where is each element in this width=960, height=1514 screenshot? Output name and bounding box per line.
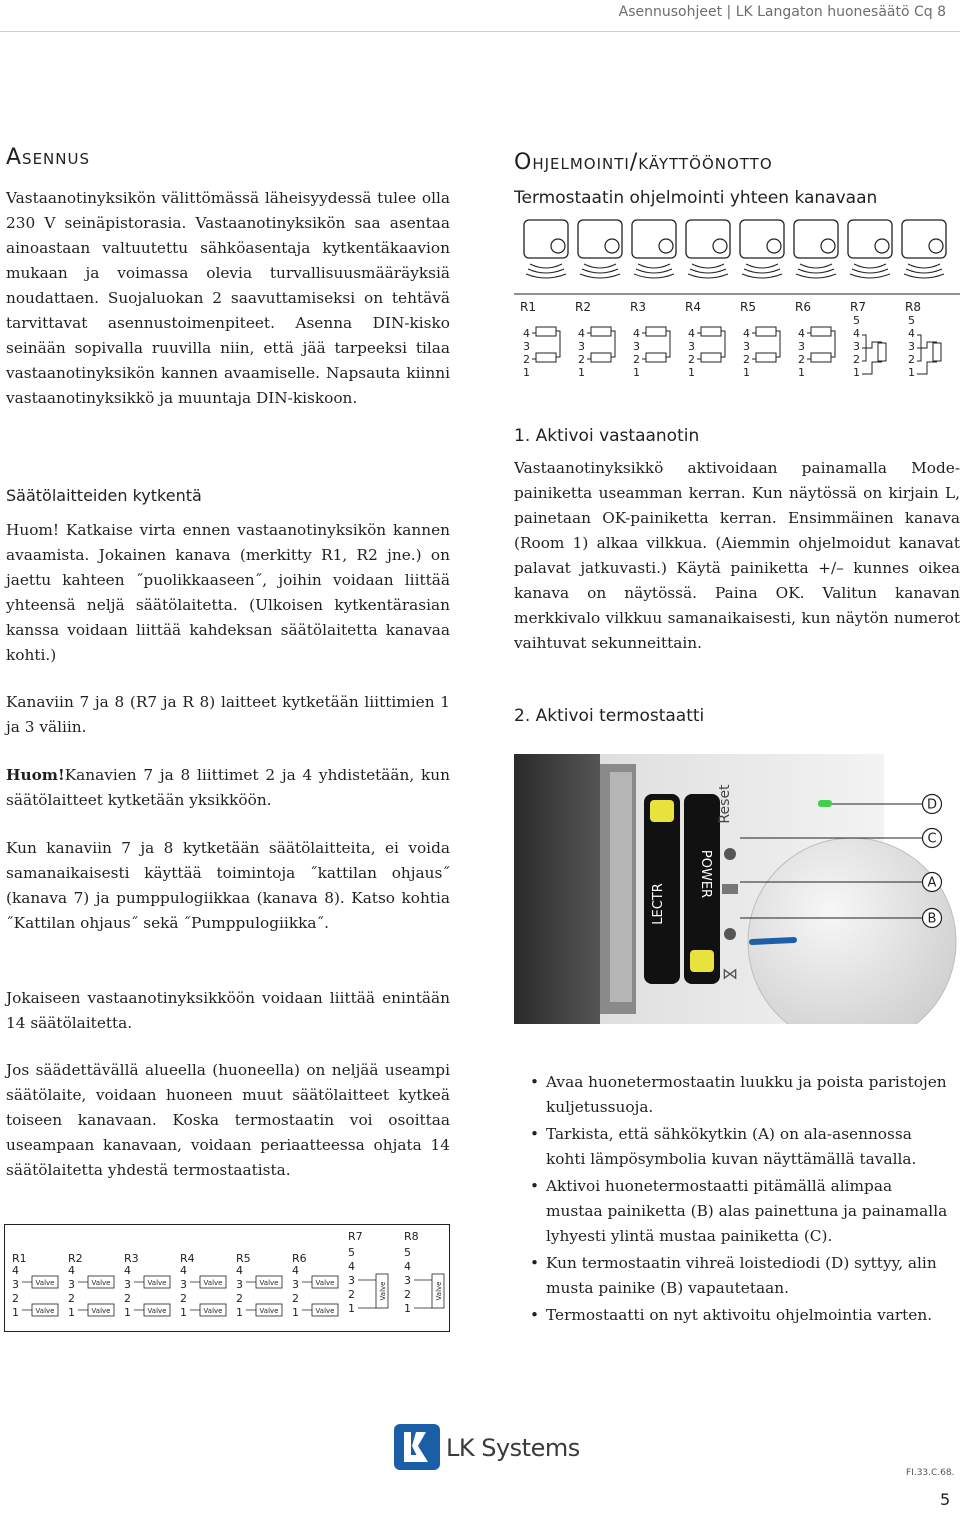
valve-channel [124,1252,170,1319]
valve-channel [404,1230,444,1315]
lk-logo-mark [394,1424,440,1470]
thermostat-connection [756,327,776,336]
valve-label: Valve [259,1307,279,1315]
channel-label: R4 [180,1252,195,1265]
channel-label: R4 [685,300,701,314]
valve-box [376,1274,388,1308]
valve-label: Valve [35,1307,55,1315]
channel-label: R8 [905,300,921,314]
valve-label: Valve [91,1279,111,1287]
terminal-label: 2 [743,353,750,366]
terminal-label: 4 [853,327,860,340]
terminal-label: 3 [688,340,695,353]
terminal-label: 2 [236,1292,243,1305]
thermostat-connection [933,343,941,361]
terminal-label: 5 [853,314,860,327]
valve-box [32,1304,58,1316]
valve-box [88,1276,114,1288]
thermostat-icon [632,220,676,278]
wiring-paragraph-6: Jos säädettävällä alueella (huoneella) on neljää useampi säätölaite, voidaan huoneen muut säätölaitteet kytkeä toiseen kanavaan. Koska termostaatin voi osoittaa useampaan kanavaan, voidaan periaatteessa ohjata 14 säätölaitetta yhdestä termostaatista. [6,1061,450,1179]
valve-label: Valve [147,1279,167,1287]
thermostat-icon [740,220,784,278]
terminal-label: 3 [180,1278,187,1291]
button-c [724,848,736,860]
thermostat-photo [514,754,960,1024]
subheading-programming: Termostaatin ohjelmointi yhteen kanavaan [514,188,878,208]
terminal-label: 1 [798,366,805,379]
channel-block [850,300,886,379]
brand-name: LK Systems [446,1434,580,1462]
terminal-label: 2 [688,353,695,366]
note-bold: Huom! [6,766,65,784]
terminal-label: 1 [404,1302,411,1315]
valve-box [200,1304,226,1316]
terminal-label: 4 [523,327,530,340]
terminal-label: 4 [180,1264,187,1277]
step1-paragraph: Vastaanotinyksikkö aktivoidaan painamalla Mode-painiketta useamman kerran. Kun näytössä on kirjain L, painetaan OK-painiketta kerran. Ensimmäinen kanava (Room 1) alkaa vilkkua. (Aiemmin ohjelmoidut kanavat palavat jatkuvasti.) Käytä painiketta +/– kunnes oikea kanava on näytössä. Paina OK. Valitun kanavan merkkivalo vilkkuu samanaikaisesti, kun näytön numerot vaihtuvat sekunneittain. [514,459,960,652]
valve-label: Valve [35,1279,55,1287]
terminal-label: 4 [12,1264,19,1277]
wiring-paragraph-2: Kanaviin 7 ja 8 (R7 ja R 8) laitteet kytketään liittimien 1 ja 3 väliin. [6,693,450,736]
valve-channel [236,1252,282,1319]
figure-code: FI.33.C.68. [906,1468,955,1478]
terminal-label: 3 [853,340,860,353]
channel-label: R5 [740,300,756,314]
subheading-wiring: Säätölaitteiden kytkentä [6,486,202,505]
battery-text: LECTR [651,883,666,925]
valve-label: Valve [379,1281,387,1301]
terminal-label: 1 [633,366,640,379]
page-number: 5 [940,1490,951,1509]
terminal-label: 2 [292,1292,299,1305]
thermostat-connection [646,327,666,336]
valve-box [32,1276,58,1288]
valve-box [144,1304,170,1316]
terminal-label: 1 [523,366,530,379]
thermostat-connection [701,353,721,362]
channel-label: R7 [348,1230,363,1243]
valve-box [200,1276,226,1288]
thermostat-connection [811,353,831,362]
thermostat-icon [848,220,892,278]
terminal-label: 1 [348,1302,355,1315]
list-item: • Avaa huonetermostaatin luukku ja poista paristojen kuljetussuoja. [528,1070,948,1120]
section-heading-programming: Ohjelmointi/käyttöönotto [514,150,773,175]
terminal-label: 5 [404,1246,411,1259]
channel-label: R3 [630,300,646,314]
terminal-label: 4 [688,327,695,340]
terminal-label: 2 [404,1288,411,1301]
valve-box [256,1304,282,1316]
channel-label: R2 [575,300,591,314]
list-item: • Aktivoi huonetermostaatti pitämällä alimpaa mustaa painiketta (B) alas painettuna ja painamalla lyhyesti ylintä mustaa painiketta (C). [528,1174,948,1249]
wiring-paragraph-5: Jokaiseen vastaanotinyksikköön voidaan liittää enintään 14 säätölaitetta. [6,989,450,1032]
valve-box [144,1276,170,1288]
list-item: • Termostaatti on nyt aktivoitu ohjelmointia varten. [528,1303,948,1328]
thermostat-icon [524,220,568,278]
dial-indicator [752,940,794,942]
terminal-label: 4 [236,1264,243,1277]
terminal-label: 4 [798,327,805,340]
thermostat-connection [878,343,886,361]
terminal-label: 1 [292,1306,299,1319]
terminal-label: 3 [124,1278,131,1291]
channel-block [685,300,725,379]
channel-block [575,300,615,379]
battery-text: POWER [698,849,713,899]
terminal-label: 4 [124,1264,131,1277]
wiring-diagram-valves [4,1224,450,1332]
valve-label: Valve [435,1281,443,1301]
thermostat-connection [591,327,611,336]
channel-label: R6 [795,300,811,314]
valve-channel [292,1252,338,1319]
battery-right [684,794,720,984]
terminal-label: 1 [236,1306,243,1319]
valve-label: Valve [203,1279,223,1287]
terminal-label: 2 [523,353,530,366]
valve-channel [348,1230,388,1315]
terminal-label: 4 [348,1260,355,1273]
terminal-label: 3 [236,1278,243,1291]
valve-box [256,1276,282,1288]
terminal-label: 4 [578,327,585,340]
terminal-label: 3 [523,340,530,353]
terminal-label: 4 [908,327,915,340]
list-item: • Kun termostaatin vihreä loistediodi (D) syttyy, alin musta painike (B) vapautetaan. [528,1251,948,1301]
terminal-label: 2 [853,353,860,366]
thermostat-connection [756,353,776,362]
thermostat-icon [686,220,730,278]
terminal-label: 3 [633,340,640,353]
terminal-label: 2 [578,353,585,366]
svg-text:⋈: ⋈ [722,964,738,983]
channel-label: R8 [404,1230,419,1243]
terminal-label: 3 [743,340,750,353]
terminal-label: 1 [124,1306,131,1319]
channel-label: R5 [236,1252,251,1265]
callout-label: A [927,875,937,891]
valve-box [312,1304,338,1316]
terminal-label: 4 [404,1260,411,1273]
channel-block [630,300,670,379]
channel-label: R7 [850,300,866,314]
terminal-label: 2 [633,353,640,366]
terminal-label: 1 [853,366,860,379]
terminal-label: 2 [12,1292,19,1305]
terminal-label: 2 [124,1292,131,1305]
header-divider [0,31,960,32]
terminal-label: 4 [633,327,640,340]
thermostat-connection [591,353,611,362]
channel-block [905,300,941,379]
switch-a [722,884,738,894]
wiring-paragraph-1: Huom! Katkaise virta ennen vastaanotinyksikön kannen avaamista. Jokainen kanava (merkitty R1, R2 jne.) on jaettu kahteen ˝puolikkaaseen˝, joihin voidaan liittää yhteensä neljä säätölaitetta. (Ulkoisen kytkentärasian kanssa voidaan liittää kahdeksan säätölaitetta kanavaa kohti.) [6,521,450,664]
channel-block [520,300,560,379]
thermostat-connection [536,353,556,362]
valve-box [312,1276,338,1288]
thermostat-icon [902,220,946,278]
channel-terminals [520,300,941,379]
terminal-label: 4 [68,1264,75,1277]
channel-block [740,300,780,379]
valve-label: Valve [147,1307,167,1315]
terminal-label: 3 [12,1278,19,1291]
terminal-label: 4 [292,1264,299,1277]
terminal-label: 3 [292,1278,299,1291]
wiring-paragraph-4: Kun kanaviin 7 ja 8 kytketään säätölaitteita, ei voida samanaikaisesti käyttää toimintoja ˝kattilan ohjaus˝ (kanava 7) ja pumppulogiikkaa (kanava 8). Katso kohtia ˝Kattilan ohjaus˝ sekä ˝Pumppulogiikka˝. [6,839,450,932]
valve-label: Valve [315,1279,335,1287]
valve-channel-group [12,1230,444,1319]
channel-label: R2 [68,1252,83,1265]
intro-paragraph: Vastaanotinyksikön välittömässä läheisyydessä tulee olla 230 V seinäpistorasia. Vastaanotinyksikön saa asentaa ainoastaan valtuutettu sähköasentaja kytkentäkaavion mukaan ja voimassa olevia turvallisuusmääräyksiä noudattaen. Suojaluokan 2 saavuttamiseksi on tehtävä tarvittavat asennustoimenpiteet. Asenna DIN-kisko seinään sopivalla ruuvilla niin, että jää tarpeeksi tilaa vastaanotinyksikön kannen avaamiselle. Napsauta kiinni vastaanotinyksikkö ja muuntaja DIN-kiskoon. [6,189,450,407]
channel-label: R6 [292,1252,307,1265]
terminal-label: 3 [348,1274,355,1287]
channel-block [795,300,835,379]
channel-label: R3 [124,1252,139,1265]
header-title: Asennusohjeet | LK Langaton huonesäätö Cq 8 [618,4,946,20]
terminal-label: 2 [798,353,805,366]
callout-label: B [927,911,937,927]
terminal-label: 1 [908,366,915,379]
lk-logo [394,1424,580,1474]
channel-label: R1 [520,300,536,314]
terminal-label: 2 [68,1292,75,1305]
thermostat-connection [701,327,721,336]
valve-label: Valve [315,1307,335,1315]
valve-box [88,1304,114,1316]
section-heading-asennus: Asennus [6,145,90,170]
thermostat-connection [811,327,831,336]
thermostat-icon [794,220,838,278]
terminal-label: 3 [578,340,585,353]
terminal-label: 2 [180,1292,187,1305]
terminal-label: 1 [578,366,585,379]
terminal-label: 1 [688,366,695,379]
step2-title: 2. Aktivoi termostaatti [514,706,705,726]
terminal-label: 3 [798,340,805,353]
channel-label: R1 [12,1252,27,1265]
terminal-label: 1 [12,1306,19,1319]
valve-box [432,1274,444,1308]
terminal-label: 2 [908,353,915,366]
green-led [818,800,832,807]
thermostat-icons [524,220,946,278]
wiring-paragraph-3 [6,763,450,813]
callout-label: D [926,797,938,813]
terminal-label: 3 [404,1274,411,1287]
callout-label: C [927,831,937,847]
terminal-label: 5 [908,314,915,327]
thermostat-icon [578,220,622,278]
valve-channel [68,1252,114,1319]
valve-label: Valve [203,1307,223,1315]
terminal-label: 1 [743,366,750,379]
thermostat-connection [536,327,556,336]
note-text: Kanavien 7 ja 8 liittimet 2 ja 4 yhdistetään, kun säätölaitteet kytketään yksikköön. [6,766,450,809]
valve-label: Valve [259,1279,279,1287]
reset-label: Reset [717,784,733,824]
battery-left [644,794,680,984]
step1-title: 1. Aktivoi vastaanotin [514,426,700,446]
terminal-label: 1 [68,1306,75,1319]
valve-channel [180,1252,226,1319]
terminal-label: 5 [348,1246,355,1259]
terminal-label: 3 [908,340,915,353]
activation-steps-list [528,1070,948,1330]
terminal-label: 1 [180,1306,187,1319]
button-b [724,928,736,940]
terminal-label: 3 [68,1278,75,1291]
terminal-label: 2 [348,1288,355,1301]
thermostat-channel-diagram [514,216,960,388]
thermostat-connection [646,353,666,362]
terminal-label: 4 [743,327,750,340]
page-header [0,0,960,32]
valve-channel [12,1252,58,1319]
valve-label: Valve [91,1307,111,1315]
list-item: • Tarkista, että sähkökytkin (A) on ala-asennossa kohti lämpösymbolia kuvan näyttämällä tavalla. [528,1122,948,1172]
